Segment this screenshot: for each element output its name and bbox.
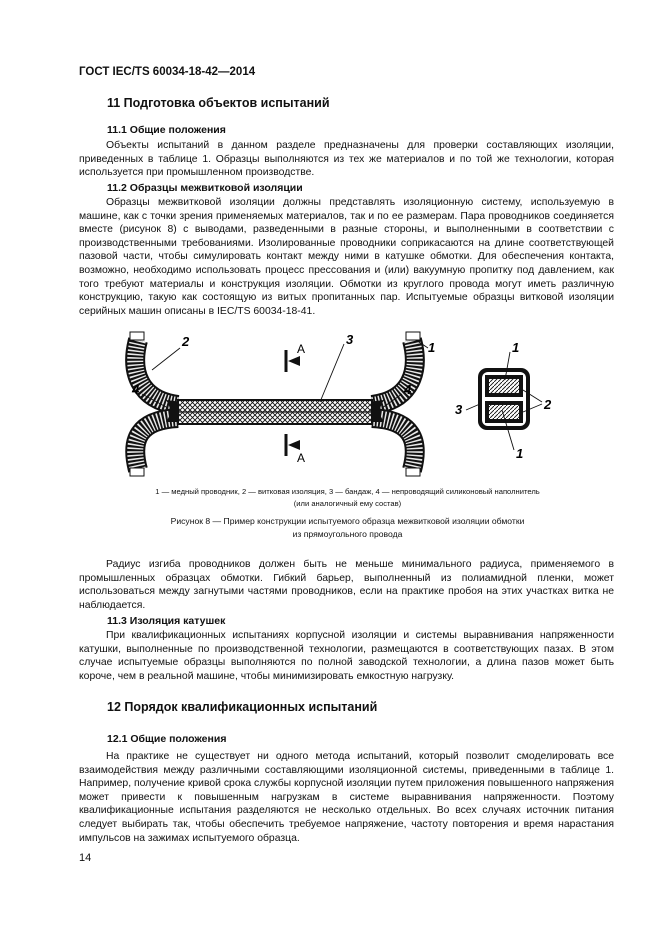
subsection-11-1-title: 11.1 Общие положения xyxy=(107,124,226,136)
figure-legend-line-2: (или аналогичный ему состав) xyxy=(293,499,402,508)
section-11-title: 11 Подготовка объектов испытаний xyxy=(107,96,330,110)
section-mark-a-bottom: А xyxy=(297,451,306,465)
label-4-right: 4 xyxy=(404,382,412,397)
section-mark-a-top: А xyxy=(297,342,306,356)
label-1-section-top: 1 xyxy=(512,340,520,355)
label-1: 1 xyxy=(428,340,436,355)
label-3: 3 xyxy=(346,332,354,347)
figure-legend-line-1: 1 — медный проводник, 2 — витковая изоляция, 3 — бандаж, 4 — непроводящий силиконовый наполнитель xyxy=(155,487,540,496)
subsection-12-1-text: На практике не существует ни одного метода испытаний, который позволит смоделировать все взаимодействия между различными составляющими изоляционной системы, приведенными в таблице 1. Например, получение кривой срока службы корпусной изоляции путем приложения повышенного напряжения может привести к повышенным нагрузкам в системе выравнивания напряженности. Поэтому квалификационные испытания разделяются не несколько отдельных. Во всех случаях источник питания следует выбирать так, чтобы обеспечить требуемое напряжение, частоту повторения и время нарастания импульсов на зажимах испытуемого образца. xyxy=(79,751,614,844)
figure-caption-line-2: из прямоугольного провода xyxy=(292,529,403,539)
after-figure-text: Радиус изгиба проводников должен быть не меньше минимального радиуса, применяемого в промышленных образцах обмотки. Гибкий барьер, выполненный из полиамидной пленки, может использоваться между загнутыми частями проводников, если на практике пробоя на этих участках витка не наблюдается. xyxy=(79,559,614,611)
subsection-11-2-text: Образцы межвитковой изоляции должны представлять изоляционную систему, используемую в машине, как с точки зрения применяемых материалов, так и по ее размерам. Пара проводников соединяется вместе (рисунок 8) с выводами, разведенными в разные стороны, и выполненными в соответствии с производственными требованиями. Изолированные проводники соприкасаются на длине соответствующей пазовой части, чтобы симулировать контакт между ними в катушке обмотки. Для обеспечения контакта, возможно, необходимо использовать процесс прессования и (или) вакуумную пропитку под давлением, как того требуют материалы и конструкция изоляции. Обмотки из круглого провода могут иметь различную конструкцию, такую как состоящую из витых пропитанных пар. Испытуемые образцы витковой изоляции серийных машин описаны в IEC/TS 60034-18-41. xyxy=(79,197,614,317)
label-1-section-bottom: 1 xyxy=(516,446,524,461)
section-12-title: 12 Порядок квалификационных испытаний xyxy=(107,700,378,714)
subsection-11-2-title: 11.2 Образцы межвитковой изоляции xyxy=(107,182,303,194)
figure-8-drawing xyxy=(110,330,580,480)
document-header: ГОСТ IEC/TS 60034-18-42—2014 xyxy=(79,66,256,78)
label-3-section: 3 xyxy=(455,402,463,417)
subsection-11-3-text: При квалификационных испытаниях корпусной изоляции и системы выравнивания напряженности катушки, выполненные по производственной технологии, размещаются в соответствующих пазах. В этом случае испытуемые образцы выполняются по полной заводской технологии, а длина пазов может быть короче, чем в реальной машине, чтобы минимизировать емкостную нагрузку. xyxy=(79,630,614,682)
page-number: 14 xyxy=(79,852,92,864)
label-2-section: 2 xyxy=(544,397,552,412)
label-4-left: 4 xyxy=(132,382,140,397)
figure-caption-line-1: Рисунок 8 — Пример конструкции испытуемого образца межвитковой изоляции обмотки xyxy=(170,516,525,526)
subsection-11-3-title: 11.3 Изоляция катушек xyxy=(107,615,226,627)
subsection-12-1-title: 12.1 Общие положения xyxy=(107,733,227,745)
subsection-11-1-text: Объекты испытаний в данном разделе предназначены для проверки составляющих изоляции, приведенных в таблице 1. Образцы выполняются из тех же материалов и по той же технологии, которая используется при промышленном производстве. xyxy=(79,140,614,179)
label-2: 2 xyxy=(182,334,190,349)
